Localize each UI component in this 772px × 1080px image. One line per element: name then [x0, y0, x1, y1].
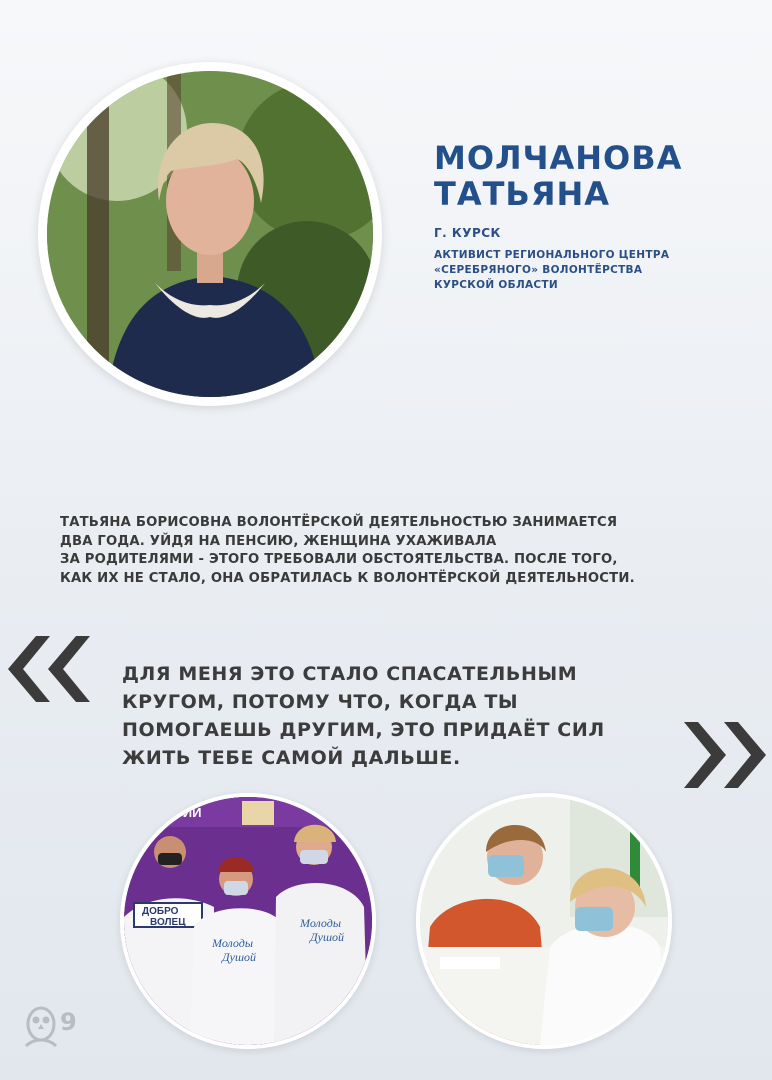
- volunteers-illustration: [124, 797, 372, 1045]
- profile-header: [434, 140, 754, 293]
- bio-line: ЗА РОДИТЕЛЯМИ - ЭТОГО ТРЕБОВАЛИ ОБСТОЯТЕЛЬСТВА. ПОСЛЕ ТОГО,: [60, 552, 618, 567]
- profile-role-line: АКТИВИСТ РЕГИОНАЛЬНОГО ЦЕНТРА: [434, 249, 670, 261]
- bio-paragraph: [60, 514, 720, 588]
- shirt-text-top: ДОБРО: [142, 906, 179, 917]
- bio-line: ТАТЬЯНА БОРИСОВНА ВОЛОНТЁРСКОЙ ДЕЯТЕЛЬНОСТЬЮ ЗАНИМАЕТСЯ: [60, 515, 618, 530]
- volunteers-photo: [120, 793, 376, 1049]
- hoodie-text-top: Молоды: [300, 916, 341, 930]
- bio-line: КАК ИХ НЕ СТАЛО, ОНА ОБРАТИЛАСЬ К ВОЛОНТЁРСКОЙ ДЕЯТЕЛЬНОСТИ.: [60, 570, 635, 586]
- logo-number: 9: [60, 1008, 77, 1036]
- portrait-frame: [38, 62, 382, 406]
- office-photo: [416, 793, 672, 1049]
- profile-name-surname: МОЛЧАНОВА: [434, 139, 683, 177]
- owl-logo: [24, 1002, 77, 1052]
- bio-line: ДВА ГОДА. УЙДЯ НА ПЕНСИЮ, ЖЕНЩИНА УХАЖИВАЛА: [60, 533, 497, 549]
- hoodie-text-bottom: Душой: [222, 950, 257, 964]
- hoodie-text-top: Молоды: [212, 936, 253, 950]
- profile-name-first: ТАТЬЯНА: [434, 175, 610, 213]
- profile-role-line: КУРСКОЙ ОБЛАСТИ: [434, 279, 558, 291]
- profile-role: [434, 248, 754, 293]
- portrait-illustration: [47, 71, 373, 397]
- portrait-photo: [47, 71, 373, 397]
- quote-line: КРУГОМ, ПОТОМУ ЧТО, КОГДА ТЫ: [122, 691, 519, 713]
- profile-role-line: «СЕРЕБРЯНОГО» ВОЛОНТЁРСТВА: [434, 264, 643, 276]
- banner-text: ССИИ: [164, 805, 202, 820]
- quote-line: ПОМОГАЕШЬ ДРУГИМ, ЭТО ПРИДАЁТ СИЛ: [122, 719, 605, 741]
- quote-line: ЖИТЬ ТЕБЕ САМОЙ ДАЛЬШЕ.: [122, 747, 461, 769]
- quote-open-icon: [8, 636, 92, 702]
- quote-line: ДЛЯ МЕНЯ ЭТО СТАЛО СПАСАТЕЛЬНЫМ: [122, 663, 578, 685]
- quote-text: [122, 660, 662, 772]
- owl-logo-icon: [24, 1002, 58, 1052]
- quote-close-icon: [682, 722, 766, 788]
- hoodie-text-bottom: Душой: [310, 930, 345, 944]
- shirt-text-bottom: ВОЛЕЦ: [150, 917, 186, 928]
- office-illustration: [420, 797, 668, 1045]
- profile-city: Г. КУРСК: [434, 226, 501, 240]
